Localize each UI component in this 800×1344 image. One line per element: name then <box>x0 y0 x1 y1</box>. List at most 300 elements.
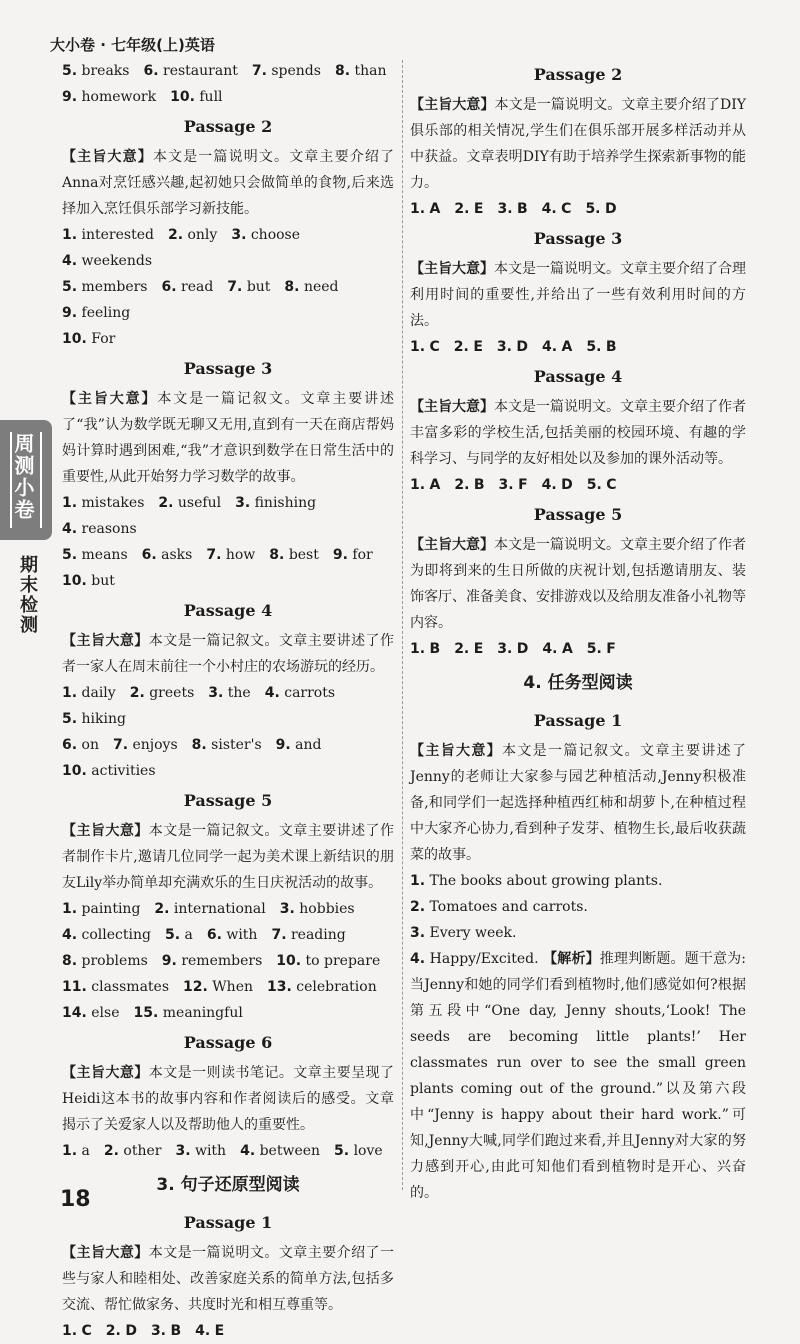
answer-text: breaks <box>81 63 130 79</box>
answer-text: E <box>473 641 484 657</box>
answer-list <box>410 636 746 662</box>
answer-number: 3. <box>175 1143 191 1159</box>
answer-number: 9. <box>161 953 177 969</box>
answer-text: F <box>518 477 528 493</box>
answer-item <box>410 334 440 360</box>
answer-number: 8. <box>284 279 300 295</box>
answer-number: 3. <box>208 685 224 701</box>
answer-row <box>410 472 746 498</box>
answer-item <box>62 516 137 542</box>
answer-item <box>192 732 262 758</box>
answer-text: A <box>561 339 573 355</box>
answer-text: asks <box>161 547 193 563</box>
answer-item <box>62 568 115 594</box>
passage-title: Passage 1 <box>183 1213 273 1232</box>
answer-text: on <box>81 737 99 753</box>
passage-summary <box>410 394 746 472</box>
answer-item <box>175 1138 226 1164</box>
answer-text: hobbies <box>299 901 355 917</box>
answer-text: full <box>199 89 223 105</box>
answer-row <box>410 334 746 360</box>
answer-item <box>62 300 130 326</box>
answers-continued <box>62 58 394 110</box>
answer-item <box>542 196 572 222</box>
answer-item <box>499 472 528 498</box>
answer-text: A <box>561 641 573 657</box>
summary-text: 本文是一篇说明文。文章主要介绍了作者为即将到来的生日所做的庆祝计划,包括邀请朋友、装饰客厅、准备美食、安排游戏以及给朋友准备小礼物等内容。 <box>410 537 746 631</box>
answer-item <box>267 974 377 1000</box>
summary-text: 本文是一篇记叙文。文章主要讲述了Jenny的老师让大家参与园艺种植活动,Jenny积极准备,和同学们一起选择种植西红柿和胡萝卜,在种植过程中大家齐心协力,看到种子发芽、植物生长,最后收获蔬菜的故事。 <box>410 743 746 863</box>
answer-text: homework <box>81 89 157 105</box>
answer-number: 1. <box>410 641 426 657</box>
answer-row <box>62 680 394 732</box>
passage-summary <box>410 738 746 868</box>
answer-text: mistakes <box>81 495 145 511</box>
passage-block <box>62 1026 394 1164</box>
answer-number: 5. <box>62 547 78 563</box>
side-tab-current-label: 期末检测 <box>17 555 38 635</box>
answer-text: D <box>561 477 573 493</box>
answer-number: 7. <box>227 279 243 295</box>
answer-text: members <box>81 279 148 295</box>
answer-text: painting <box>81 901 141 917</box>
passage-title: Passage 3 <box>533 229 623 248</box>
answer-item <box>240 1138 320 1164</box>
answer-text: with <box>226 927 258 943</box>
answer-item <box>142 542 193 568</box>
answer-item <box>62 274 147 300</box>
answer-number: 7. <box>112 737 129 753</box>
passage-block <box>410 222 746 360</box>
answer-item <box>497 196 527 222</box>
answer-number: 1. <box>62 495 78 511</box>
answer-number: 5. <box>62 63 78 79</box>
answer-item <box>280 896 355 922</box>
answer-number: 1. <box>410 201 426 217</box>
answer-number: 7. <box>206 547 222 563</box>
answer-text: B <box>605 339 617 355</box>
passage-summary <box>410 256 746 334</box>
answer-text: useful <box>177 495 222 511</box>
summary-text: 本文是一篇说明文。文章主要介绍了作者丰富多彩的学校生活,包括美丽的校园环境、有趣的学科学习、与同学的友好相处以及参加的课外活动等。 <box>410 399 746 467</box>
answer-row <box>62 568 394 594</box>
answer-number: 3. <box>498 477 514 493</box>
answer-item <box>62 1138 90 1164</box>
answer-item <box>62 58 129 84</box>
answer-number: 10. <box>62 763 87 779</box>
answer-item <box>207 922 258 948</box>
answer-text: enjoys <box>132 737 178 753</box>
answer-number: 4. <box>62 253 78 269</box>
answer-row <box>62 1000 394 1026</box>
answer-number: 5. <box>164 927 181 943</box>
passage-summary <box>62 386 394 490</box>
answer-number: 4. <box>410 951 426 967</box>
answer-text: B <box>473 477 485 493</box>
answer-item <box>62 490 144 516</box>
summary-text: 本文是一篇说明文。文章主要介绍了合理利用时间的重要性,并给出了一些有效利用时间的方法。 <box>410 261 746 329</box>
summary-text: 本文是一篇说明文。文章主要介绍了Anna对烹饪感兴趣,起初她只会做简单的食物,后来选择加入烹饪俱乐部学习新技能。 <box>62 149 395 217</box>
answer-item <box>165 922 193 948</box>
answer-text: F <box>606 641 616 657</box>
answer-number: 11. <box>62 979 87 995</box>
answer-number: 2. <box>410 899 426 915</box>
summary-tag: 【主旨大意】 <box>410 743 502 759</box>
answer-row <box>62 222 394 274</box>
summary-tag: 【主旨大意】 <box>410 97 495 113</box>
answer-list <box>62 222 394 352</box>
answer-item <box>143 58 237 84</box>
answer-text: need <box>303 279 339 295</box>
answer-item <box>334 1138 383 1164</box>
answer-list <box>410 196 746 222</box>
answer-item <box>62 1318 92 1344</box>
answer-row <box>62 948 394 974</box>
answer-text: D <box>516 339 529 355</box>
passage-title: Passage 5 <box>183 791 273 810</box>
answer-text: with <box>194 1143 227 1159</box>
answer-text: interested <box>81 227 154 243</box>
passage-summary <box>62 818 394 896</box>
answer-text: E <box>473 339 483 355</box>
answer-item <box>106 1318 137 1344</box>
page-header: 大小卷 · 七年级(上)英语 <box>50 36 215 54</box>
answer-number: 9. <box>275 737 291 753</box>
answer-item <box>162 948 262 974</box>
answer-text: carrots <box>284 685 336 701</box>
summary-tag: 【主旨大意】 <box>62 823 149 839</box>
answer-text: a <box>81 1143 90 1159</box>
answer-item <box>62 732 99 758</box>
answer-number: 1. <box>62 685 78 701</box>
summary-text: 本文是一篇说明文。文章主要介绍了一些与家人和睦相处、改善家庭关系的简单方法,包括多交流、帮忙做家务、共度时光和相互尊重等。 <box>62 1245 395 1313</box>
answer-list <box>62 490 394 594</box>
answer-text: B <box>516 201 528 217</box>
passage-title: Passage 4 <box>533 367 623 386</box>
answer-row <box>62 1318 394 1344</box>
answer-number: 2. <box>454 641 470 657</box>
answer-number: 4. <box>240 1143 256 1159</box>
answer-row <box>62 274 394 326</box>
answer-number: 8. <box>269 547 285 563</box>
answer-item <box>235 490 316 516</box>
answer-text: feeling <box>81 305 131 321</box>
answer-text: C <box>606 477 617 493</box>
answer-number: 3. <box>231 227 247 243</box>
answer-row <box>62 896 394 922</box>
answer-text: best <box>288 547 319 563</box>
answer-number: 3. <box>235 495 251 511</box>
answer-text: collecting <box>81 927 151 943</box>
answer-item <box>454 196 483 222</box>
passage-block <box>410 360 746 498</box>
page-number: 18 <box>60 1187 91 1212</box>
answer-text: E <box>214 1323 225 1339</box>
answer-number: 9. <box>62 89 78 105</box>
answer-number: 6. <box>161 279 177 295</box>
answer-item <box>410 196 440 222</box>
answer-number: 2. <box>167 227 184 243</box>
answer-text: choose <box>250 227 301 243</box>
answer-number: 1. <box>62 1143 78 1159</box>
answer-list <box>62 896 394 1026</box>
answer-item <box>497 334 528 360</box>
answer-number: 8. <box>62 953 78 969</box>
section-title: 3. 句子还原型阅读 <box>156 1175 300 1195</box>
answer-item <box>271 922 345 948</box>
answer-item <box>587 472 617 498</box>
passage-title: Passage 3 <box>183 359 273 378</box>
answer-item <box>62 758 156 784</box>
answer-text: between <box>259 1143 321 1159</box>
task-answer-line <box>410 894 746 920</box>
answer-number: 7. <box>251 63 267 79</box>
answer-number: 2. <box>103 1143 119 1159</box>
summary-tag: 【主旨大意】 <box>410 261 494 277</box>
answer-text: A <box>429 201 441 217</box>
answer-item <box>154 896 265 922</box>
answer-row <box>62 490 394 542</box>
answer-item <box>170 84 222 110</box>
section-title: 4. 任务型阅读 <box>523 673 633 693</box>
answer-item <box>113 732 178 758</box>
answer-number: 5. <box>62 279 78 295</box>
answer-item <box>183 974 253 1000</box>
answer-text: E <box>473 201 484 217</box>
answer-number: 1. <box>62 227 78 243</box>
summary-tag: 【主旨大意】 <box>62 633 149 649</box>
answer-item <box>227 274 270 300</box>
passage-block <box>410 498 746 662</box>
answer-number: 4. <box>541 477 557 493</box>
answer-text: activities <box>91 763 156 779</box>
answer-item <box>265 680 335 706</box>
answer-item <box>62 222 154 248</box>
answer-item <box>62 1000 120 1026</box>
answer-item <box>497 636 528 662</box>
answer-number: 14. <box>62 1005 87 1021</box>
summary-text: 本文是一则读书笔记。文章主要呈现了Heidi这本书的故事内容和作者阅读后的感受。文章揭示了关爱家人以及帮助他人的重要性。 <box>62 1065 395 1133</box>
answer-text: The books about growing plants. <box>429 873 663 889</box>
answer-item <box>62 680 116 706</box>
answer-number: 4. <box>542 641 558 657</box>
answer-text: than <box>354 63 387 79</box>
answer-text: Tomatoes and carrots. <box>429 899 588 915</box>
answer-row <box>62 922 394 948</box>
answer-text: For <box>91 331 116 347</box>
left-column <box>62 58 394 1344</box>
answer-item <box>333 542 373 568</box>
answer-number: 3. <box>279 901 295 917</box>
answer-text: the <box>227 685 251 701</box>
answer-number: 5. <box>585 201 601 217</box>
answer-text: C <box>561 201 572 217</box>
passage-title: Passage 5 <box>533 505 623 524</box>
answer-number: 4. <box>195 1323 211 1339</box>
answer-text: else <box>91 1005 120 1021</box>
answer-text: hiking <box>81 711 126 727</box>
answer-number: 4. <box>542 339 558 355</box>
answer-row <box>62 84 394 110</box>
answer-number: 6. <box>141 547 157 563</box>
answer-item <box>195 1318 224 1344</box>
answer-number: 10. <box>62 331 87 347</box>
task-answers <box>410 868 746 946</box>
answer-item <box>587 636 616 662</box>
answer-list <box>62 680 394 784</box>
answer-number: 3. <box>497 641 513 657</box>
passage-summary <box>62 628 394 680</box>
answer-item <box>158 490 221 516</box>
answer-number: 2. <box>129 685 145 701</box>
answer-item <box>410 636 440 662</box>
answer-number: 1. <box>410 339 426 355</box>
answer-row <box>62 58 394 84</box>
answer-row <box>410 196 746 222</box>
right-column <box>410 58 746 1206</box>
answer-item <box>454 636 483 662</box>
answer-text: reading <box>290 927 346 943</box>
answer-number: 3. <box>410 925 426 941</box>
answer-text: read <box>181 279 214 295</box>
summary-text: 本文是一篇记叙文。文章主要讲述了作者一家人在周末前往一个小村庄的农场游玩的经历。 <box>62 633 395 675</box>
answer-number: 10. <box>276 953 302 969</box>
answer-text: love <box>353 1143 383 1159</box>
answer-explanation <box>410 946 746 1206</box>
answer-item <box>542 334 572 360</box>
answer-text: meaningful <box>162 1005 243 1021</box>
answer-text: problems <box>81 953 148 969</box>
passage-title: Passage 2 <box>533 65 623 84</box>
answer-number: 4. <box>541 201 557 217</box>
answer-item <box>134 1000 243 1026</box>
answer-text: for <box>352 547 373 563</box>
answer-number: 6. <box>62 737 78 753</box>
answer-number: 1. <box>62 901 78 917</box>
passage-title: Passage 1 <box>533 711 623 730</box>
answer-text: restaurant <box>163 63 238 79</box>
passage-block <box>410 58 746 222</box>
answer-text: greets <box>149 685 195 701</box>
answer-item <box>208 680 250 706</box>
answer-list <box>410 472 746 498</box>
answer-text: B <box>429 641 441 657</box>
answer-item <box>276 732 322 758</box>
answer-number: 4. <box>264 685 280 701</box>
column-divider <box>402 60 403 1190</box>
answer-item <box>62 948 148 974</box>
answer-item <box>410 472 440 498</box>
answer-number: 2. <box>105 1323 121 1339</box>
answer-number: 3. <box>150 1323 166 1339</box>
answer-row <box>62 542 394 568</box>
summary-tag: 【主旨大意】 <box>62 1065 149 1081</box>
answer-number: 8. <box>334 63 351 79</box>
answer-text: B <box>170 1323 182 1339</box>
answer-text: and <box>295 737 322 753</box>
answer-item <box>542 636 572 662</box>
answer-item <box>276 948 380 974</box>
passage-summary <box>410 92 746 196</box>
summary-tag: 【主旨大意】 <box>62 391 158 407</box>
answer-number: 2. <box>454 477 470 493</box>
answer-row <box>62 1138 394 1164</box>
answer-text: only <box>187 227 218 243</box>
answer-item <box>586 334 616 360</box>
summary-tag: 【主旨大意】 <box>62 1245 149 1261</box>
answer-text: but <box>246 279 271 295</box>
passage-title: Passage 6 <box>183 1033 273 1052</box>
answer-number: 5. <box>586 641 602 657</box>
answer-text: daily <box>81 685 116 701</box>
answer-item <box>104 1138 162 1164</box>
answer-item <box>231 222 300 248</box>
answer-number: 10. <box>62 573 87 589</box>
answer-list <box>62 1138 394 1164</box>
answer-text: D <box>125 1323 137 1339</box>
answer-number: 10. <box>170 89 195 105</box>
passage-block <box>62 594 394 784</box>
answer-item <box>62 922 151 948</box>
answer-list <box>62 1318 394 1344</box>
answer-text: D <box>604 201 617 217</box>
answer-number: 2. <box>454 201 470 217</box>
answer-text: but <box>91 573 115 589</box>
task-answer-line <box>410 868 746 894</box>
answer-item <box>206 542 255 568</box>
answer-item <box>151 1318 181 1344</box>
answer-number: 2. <box>154 901 170 917</box>
answer-text: means <box>81 547 128 563</box>
passage-block <box>62 110 394 352</box>
task-answer-line <box>410 920 746 946</box>
passage-title: Passage 2 <box>183 117 273 136</box>
answer-item <box>62 896 140 922</box>
answer-row <box>62 732 394 784</box>
answer-number: 5. <box>586 339 602 355</box>
answer-item <box>168 222 217 248</box>
passage-summary <box>62 1060 394 1138</box>
answer-row <box>410 636 746 662</box>
passage-summary <box>410 532 746 636</box>
summary-tag: 【主旨大意】 <box>410 399 494 415</box>
answer-text: a <box>184 927 193 943</box>
passage-title: Passage 4 <box>183 601 273 620</box>
answer-item <box>454 472 484 498</box>
answer-text: how <box>225 547 256 563</box>
answer-number: 13. <box>267 979 292 995</box>
passage-block <box>62 1206 394 1344</box>
answer-text: A <box>429 477 441 493</box>
answer-text: other <box>123 1143 162 1159</box>
answer-number: 6. <box>206 927 222 943</box>
answer-number: 7. <box>271 927 287 943</box>
passage-summary <box>62 144 394 222</box>
summary-tag: 【主旨大意】 <box>62 149 153 165</box>
passage-block <box>410 704 746 1206</box>
answer-number: 15. <box>133 1005 159 1021</box>
answer-list <box>410 334 746 360</box>
answer-number: 5. <box>62 711 78 727</box>
answer-number: 5. <box>334 1143 350 1159</box>
answer-item <box>542 472 573 498</box>
answer-number: 2. <box>158 495 174 511</box>
answer-text: remembers <box>181 953 263 969</box>
answer-item <box>62 974 169 1000</box>
summary-tag: 【主旨大意】 <box>410 537 494 553</box>
summary-text: 本文是一篇说明文。文章主要介绍了DIY俱乐部的相关情况,学生们在俱乐部开展多样活动并从中获益。文章表明DIY有助于培养学生探索新事物的能力。 <box>410 97 746 191</box>
answer-item <box>62 706 126 732</box>
